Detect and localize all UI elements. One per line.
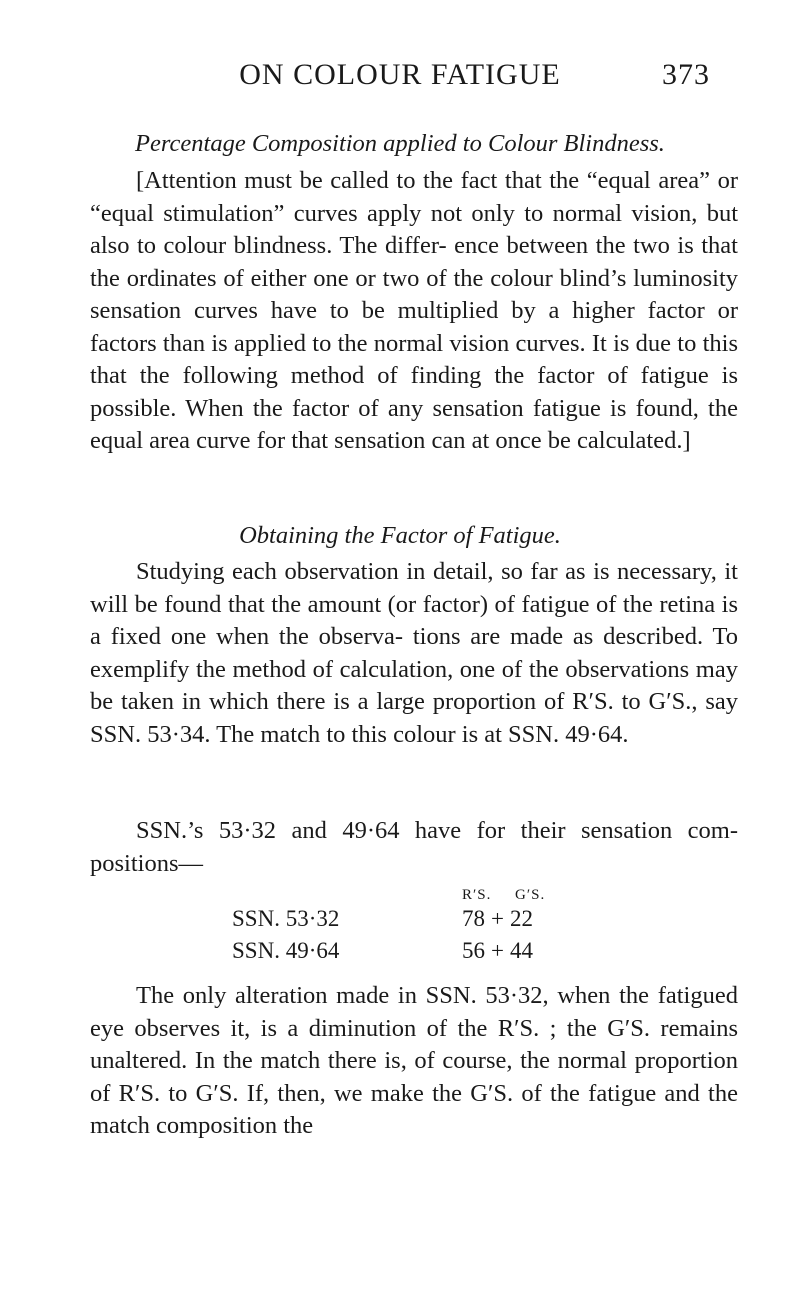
table-cell-plus: + — [491, 906, 504, 931]
table-row-label: SSN. 49·64 — [232, 938, 340, 963]
column-header-rs: R′S. — [462, 887, 492, 903]
paragraph-only-alteration: The only alteration made in SSN. 53·32, when the fatigued eye observes it, is a diminution of the R′S. ; the G′S. remains unaltered. In the match there is, of course, the normal proportion of R′S. to G′S. If, then, we make the G′S. of the fatigue and the match composition the — [90, 982, 738, 1139]
table-row-label: SSN. 53·32 — [232, 906, 340, 931]
table-cell-rs: 78 — [462, 906, 485, 931]
table-cell-plus: + — [491, 938, 504, 963]
running-title: ON COLOUR FATIGUE — [239, 58, 561, 91]
table-cell-rs: 56 — [462, 938, 485, 963]
section-heading-percentage-composition: Percentage Composition applied to Colour Blindness. — [135, 130, 665, 157]
paragraph-attention: [Attention must be called to the fact that the “equal area” or “equal stimulation” curves apply not only to normal vision, but also to colour blindness. The differ- ence between the two is that the ordinates of either one or two of the colour blind’s luminosity sensation curves have to be multiplied by a higher factor or factors than is applied to the normal vision curves. It is due to this that the following method of finding the factor of fatigue is possible. When the factor of any sensation fatigue is found, the equal area curve for that sensation can at once be calculated.] — [90, 167, 738, 454]
paragraph-studying-observation: Studying each observation in detail, so far as is necessary, it will be found that the amount (or factor) of fatigue of the retina is a fixed one when the observa- tions are made as described. To exemplify the method of calculation, one of the observations may be taken in which there is a large proportion of R′S. to G′S., say SSN. 53·34. The match to this colour is at SSN. 49·64. — [90, 558, 738, 748]
table-cell-gs: 22 — [510, 906, 533, 931]
running-header — [0, 58, 800, 98]
column-header-gs: G′S. — [515, 887, 546, 903]
table-cell-gs: 44 — [510, 938, 533, 963]
page-number: 373 — [662, 58, 710, 91]
paragraph-sensation-compositions: SSN.’s 53·32 and 49·64 have for their sensation com- positions— — [90, 817, 738, 877]
section-heading-obtaining-factor: Obtaining the Factor of Fatigue. — [239, 522, 561, 549]
